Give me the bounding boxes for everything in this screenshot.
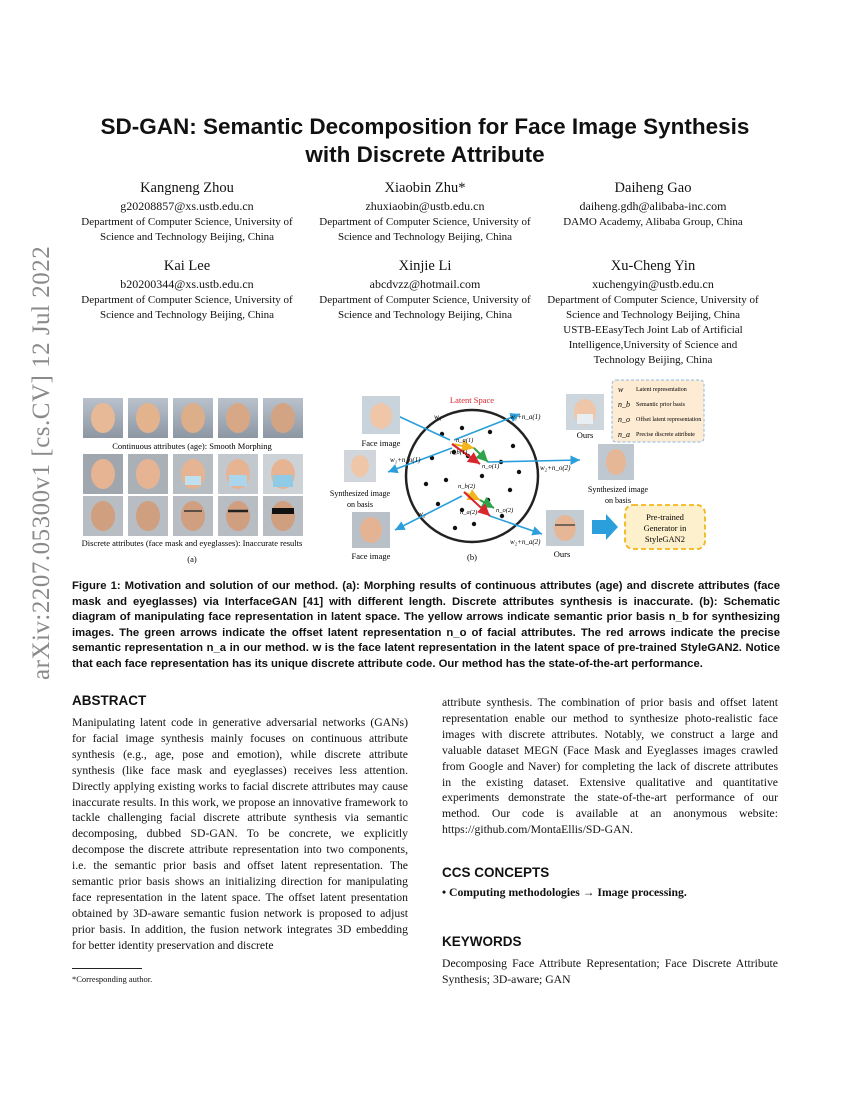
author-affiliation: Department of Computer Science, University of [319, 294, 531, 306]
figure-caption: Figure 1: Motivation and solution of our method. (a): Morphing results of continuous attributes (age) and discrete attributes (face mask and eyeglasses) via InterfaceGAN [41] with different length. Discrete attributes synthesis is inaccurate. (b): Schematic diagram of manipulating face representation in latent space. The yellow arrows indicate semantic prior basis n_b for synthesizing images. The green arrows indicate the offset latent representation n_o of facial attributes. The red arrows indicate the precise semantic representation n_a in our method. w is the face latent representation in the latent space of pre-trained StyleGAN2. Notice that each face representation has its unique discrete attribute code. Our method has the state-of-the-art performance. [72, 580, 780, 670]
face-thumbnail [271, 403, 295, 433]
author-affiliation: Department of Computer Science, University of [81, 216, 293, 228]
label-w1-plus-no: w₁+n_o(1) [390, 456, 421, 464]
author-affiliation: Technology Beijing, China [593, 354, 713, 366]
legend-sym: n_a [618, 430, 630, 439]
author-email: g20208857@xs.ustb.edu.cn [120, 199, 254, 213]
synth-label-1: Synthesized image [329, 489, 391, 498]
left-caption-discrete: Discrete attributes (face mask and eyeglasses): Inaccurate results [81, 538, 303, 548]
ours-label-2: Ours [553, 549, 571, 559]
face-grid-row-1 [83, 398, 303, 438]
author-email: zhuxiaobin@ustb.edu.cn [365, 199, 485, 213]
abstract-text-left: Manipulating latent code in generative adversarial networks (GANs) for facial image synthesis mainly focuses on continuous attribute synthesis (e.g., age, pose and emotion), while discrete attribute synthesis (like face mask and eyeglasses) receives less attention. Directly applying existing works to facial discrete attributes may cause inaccurate results. In this work, we propose an innovative framework to tackle challenging facial discrete attribute synthesis via semantic decomposing, dubbed SD-GAN. To be concrete, we explicitly decompose the discrete attribute representation into two components, i.e. the semantic prior basis and offset latent representation. The semantic prior basis shows an initializing direction for manipulating face representation in the latent space. The offset latent presentation obtained by 3D-aware semantic fusion network is proposed to adjust prior basis. In addition, the fusion network integrates 3D embedding for better identity preservation and discrete [72, 716, 408, 952]
face-thumbnail [226, 501, 250, 531]
author-name: Kangneng Zhou [140, 180, 234, 196]
paper-title [80, 113, 770, 169]
footnote: *Corresponding author. [72, 974, 153, 984]
legend-text: Latent representation [636, 387, 687, 393]
face-mask [229, 475, 247, 486]
ours-face-1 [566, 394, 604, 430]
face-thumbnail [226, 403, 250, 433]
synth-label-2: Synthesized image [587, 485, 649, 494]
synthesized-image-2 [598, 444, 634, 480]
face-image-label: Face image [361, 438, 401, 448]
author-affiliation: Department of Computer Science, University of [319, 216, 531, 228]
face-thumbnail [271, 501, 295, 531]
label-w2-plus-no: w₂+n_o(2) [540, 464, 571, 472]
author-block [310, 256, 540, 323]
keywords-heading: KEYWORDS [442, 934, 522, 949]
author-name: Xiaobin Zhu* [384, 180, 466, 196]
author-email: daiheng.gdh@alibaba-inc.com [579, 199, 727, 213]
ccs-item: • Computing methodologies → Image processing. [442, 886, 687, 899]
author-name: Kai Lee [163, 258, 211, 274]
legend-sym: n_o [618, 415, 630, 424]
label-no1: n_o(1) [482, 463, 500, 470]
title-line-2: with Discrete Attribute [305, 142, 545, 167]
face-thumbnail [181, 403, 205, 433]
face-mask [273, 475, 293, 487]
face-thumbnail [91, 501, 115, 531]
label-w1-plus-na: w₁+n_a(1) [510, 413, 541, 421]
face-thumbnail [136, 459, 160, 489]
legend-text: Offset latent representation [636, 417, 702, 423]
author-affiliation: Science and Technology Beijing, China [99, 309, 275, 321]
face-thumbnail [91, 459, 115, 489]
label-a: (a) [187, 554, 197, 564]
abstract-text-right: attribute synthesis. The combination of prior basis and offset latent representation enable our method to synthesize photo-realistic face images with discrete attributes. Notably, we construct a large and valuable dataset MEGN (Face Mask and Eyeglasses images crawled from Google and Naver) for completing the lack of discrete attributes in the existing dataset. Extensive qualitative and quantitative experiments demonstrate the state-of-the-art performance of our method. Our code is available at an anonymous website: https://github.com/MontaEllis/SD-GAN. [442, 696, 778, 837]
author-email: xuchengyin@ustb.edu.cn [592, 277, 714, 291]
face-thumbnail [136, 403, 160, 433]
author-affiliation: Science and Technology Beijing, China [337, 309, 513, 321]
author-affiliation: Department of Computer Science, University of [81, 294, 293, 306]
face-thumbnail [136, 501, 160, 531]
face-thumbnail [181, 501, 205, 531]
legend-text: Semantic prior basis [636, 402, 685, 408]
author-name: Xinjie Li [398, 258, 452, 274]
eyeglasses [272, 508, 294, 514]
keywords-text: Decomposing Face Attribute Representation; Face Discrete Attribute Synthesis; 3D-aware; GAN [442, 957, 778, 986]
author-block [72, 178, 302, 245]
author-email: b20200344@xs.ustb.edu.cn [120, 277, 254, 291]
author-name: Xu-Cheng Yin [610, 258, 696, 274]
ours-label-1: Ours [576, 430, 594, 440]
author-affiliation: Science and Technology Beijing, China [99, 231, 275, 243]
figure-1 [70, 385, 782, 568]
author-affiliation: USTB-EEasyTech Joint Lab of Artificial [563, 324, 743, 336]
author-block [72, 256, 302, 323]
label-na1: n_a(1) [456, 437, 474, 444]
label-na2: n_a(2) [460, 509, 478, 516]
label-no2: n_o(2) [496, 507, 514, 514]
label-w2-plus-na: w₂+n_a(2) [510, 538, 541, 546]
label-w1: w₁ [434, 412, 442, 421]
author-affiliation: Department of Computer Science, University of [547, 294, 759, 306]
synth-label-2b: on basis [605, 496, 631, 505]
generator-text-1: Pre-trained [646, 512, 684, 522]
author-block [538, 178, 768, 230]
face-grid-row-2 [83, 454, 303, 494]
title-line-1: SD-GAN: Semantic Decomposition for Face Image Synthesis [100, 114, 750, 139]
ccs-heading: CCS CONCEPTS [442, 865, 550, 880]
face-thumbnail [91, 403, 115, 433]
generator-text-2: Generator in [643, 523, 687, 533]
face-image-label-2: Face image [351, 551, 391, 561]
synth-label-1b: on basis [347, 500, 373, 509]
label-nb1: n_b(1) [450, 449, 468, 456]
legend-sym: w [618, 385, 624, 394]
generator-arrow [592, 514, 618, 540]
author-email: abcdvzz@hotmail.com [369, 277, 481, 291]
latent-space-circle [406, 410, 538, 542]
latent-space-label: Latent Space [449, 395, 495, 405]
footnote-rule [72, 968, 142, 969]
face-mask [185, 476, 201, 485]
face-image-top [362, 396, 400, 434]
face-image-bottom [352, 512, 390, 548]
legend-sym: n_b [618, 400, 630, 409]
author-affiliation: Science and Technology Beijing, China [337, 231, 513, 243]
author-name: Daiheng Gao [614, 180, 692, 196]
author-affiliation: Science and Technology Beijing, China [565, 309, 741, 321]
face-grid-row-3 [83, 496, 303, 536]
arxiv-stamp: arXiv:2207.05300v1 [cs.CV] 12 Jul 2022 [28, 245, 55, 680]
label-b: (b) [467, 552, 477, 562]
author-affiliation: Intelligence,University of Science and [568, 339, 738, 351]
author-block [538, 256, 768, 368]
author-affiliation: DAMO Academy, Alibaba Group, China [563, 216, 743, 228]
label-nb2: n_b(2) [458, 483, 476, 490]
legend-text: Precise discrete attribute [636, 432, 695, 438]
ours-face-2 [546, 510, 584, 546]
label-w2: w₂ [418, 509, 426, 518]
synthesized-image-1 [344, 450, 376, 482]
author-block [310, 178, 540, 245]
left-caption-continuous: Continuous attributes (age): Smooth Morphing [112, 441, 272, 451]
generator-text-3: StyleGAN2 [644, 534, 686, 544]
abstract-heading: ABSTRACT [72, 693, 147, 708]
